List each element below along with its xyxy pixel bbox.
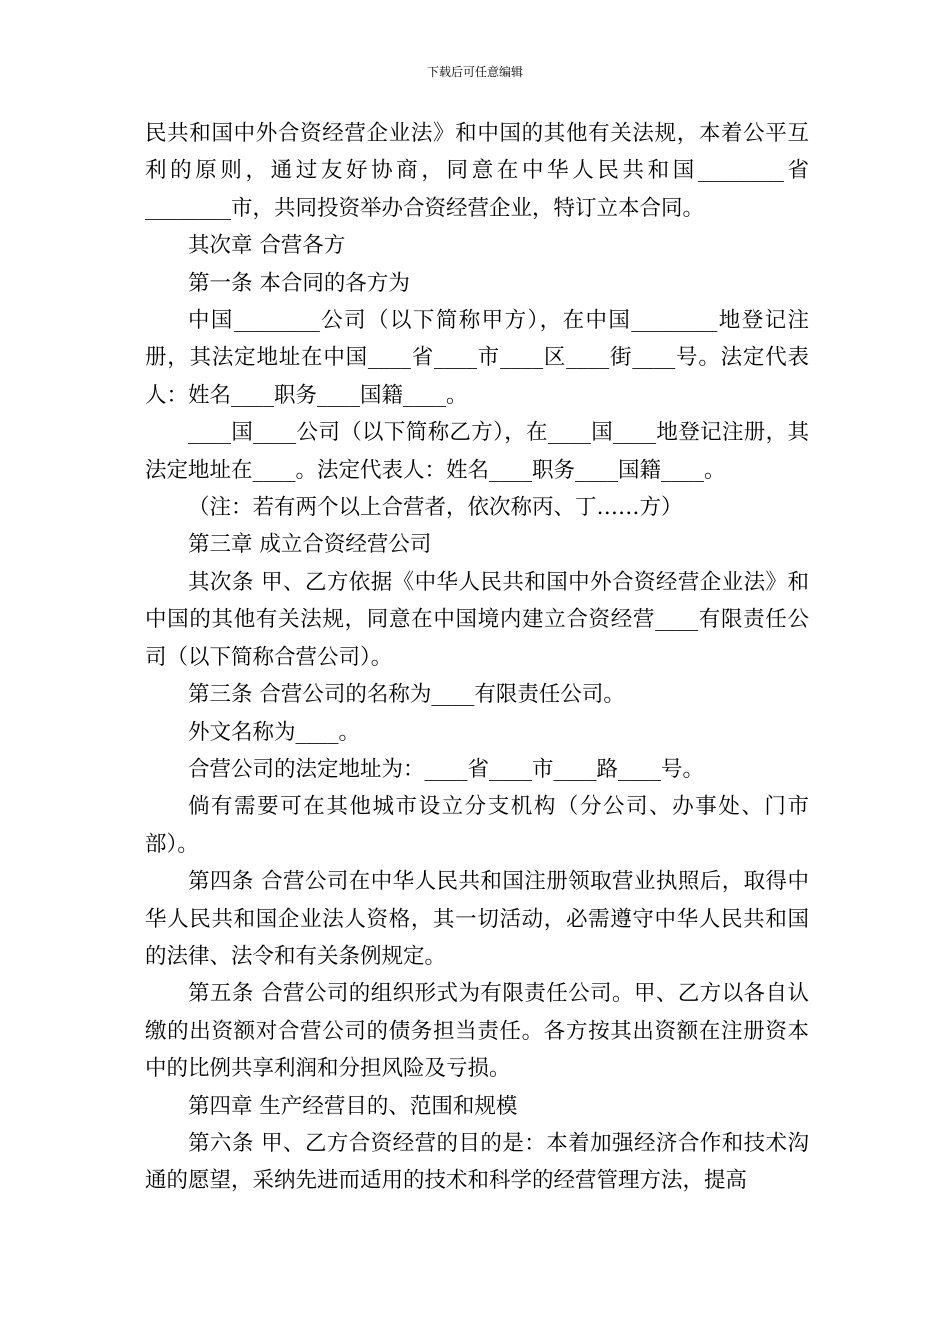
paragraph: 中国________公司（以下简称甲方），在中国________地登记注册，其法定地址在中国____省____市____区____街____号。法定代表人：姓名____职务____国籍____。 xyxy=(145,308,809,408)
paragraph: 合营公司的法定地址为：____省____市____路____号。 xyxy=(188,756,705,782)
paragraph: 民共和国中外合资经营企业法》和中国的其他有关法规，本着公平互利的原则，通过友好协商，同意在中华人民共和国________省________市，共同投资举办合资经营企业，特订立本合同。 xyxy=(145,121,809,221)
chapter-heading: 第三章 成立合资经营公司 xyxy=(188,532,432,558)
document-body xyxy=(145,115,809,1200)
paragraph: （注：若有两个以上合营者，依次称丙、丁……方） xyxy=(188,495,683,521)
chapter-heading: 第四章 生产经营目的、范围和规模 xyxy=(188,1093,518,1119)
chapter-heading: 其次章 合营各方 xyxy=(188,233,346,259)
paragraph: ____国____公司（以下简称乙方），在____国____地登记注册，其法定地址在____。法定代表人：姓名____职务____国籍____。 xyxy=(145,420,809,483)
paragraph: 倘有需要可在其他城市设立分支机构（分公司、办事处、门市部）。 xyxy=(145,794,809,857)
paragraph: 第一条 本合同的各方为 xyxy=(188,270,410,296)
paragraph: 第五条 合营公司的组织形式为有限责任公司。甲、乙方以各自认缴的出资额对合营公司的债务担当责任。各方按其出资额在注册资本中的比例共享利润和分担风险及亏损。 xyxy=(145,981,809,1082)
paragraph: 其次条 甲、乙方依据《中华人民共和国中外合资经营企业法》和中国的其他有关法规，同意在中国境内建立合资经营____有限责任公司（以下简称合营公司）。 xyxy=(145,569,809,670)
paragraph: 第六条 甲、乙方合资经营的目的是：本着加强经济合作和技术沟通的愿望，采纳先进而适用的技术和科学的经营管理方法，提高 xyxy=(145,1130,809,1194)
paragraph: 第三条 合营公司的名称为____有限责任公司。 xyxy=(188,682,625,708)
paragraph: 第四条 合营公司在中华人民共和国注册领取营业执照后，取得中华人民共和国企业法人资格，其一切活动，必需遵守中华人民共和国的法律、法令和有关条例规定。 xyxy=(145,869,809,969)
paragraph: 外文名称为____。 xyxy=(188,719,361,745)
page-header: 下载后可任意编辑 xyxy=(426,65,523,79)
